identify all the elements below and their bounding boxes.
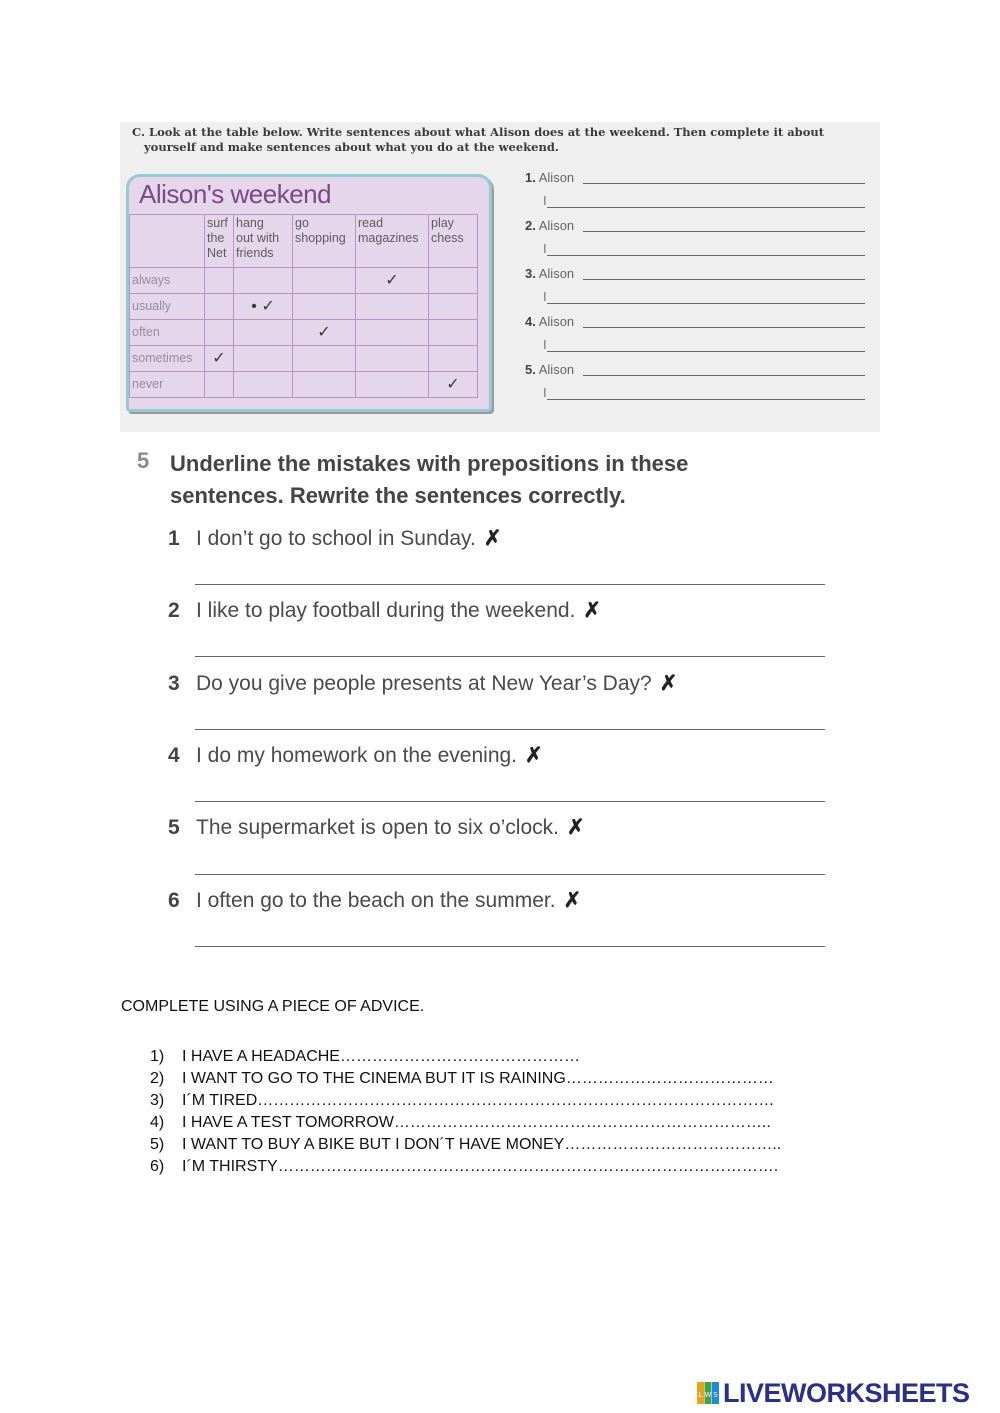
advice-number: 5)	[150, 1136, 165, 1153]
col-word: chess	[431, 231, 464, 245]
rewrite-line-6[interactable]	[195, 946, 825, 947]
section-5-number: 5	[137, 448, 150, 473]
liveworksheets-logo[interactable]	[697, 1378, 997, 1408]
sentence-number: 2	[168, 599, 180, 622]
answer-i-label: I	[543, 241, 547, 256]
grid-cell	[356, 320, 429, 346]
advice-number: 2)	[150, 1070, 165, 1087]
advice-number: 1)	[150, 1048, 165, 1065]
section-c-instructions	[132, 125, 832, 155]
answer-name: Alison	[538, 362, 575, 377]
column-header-read-magazines	[356, 215, 429, 268]
sentence-text: I don’t go to school in Sunday.	[196, 527, 476, 550]
grid-corner-cell	[130, 215, 205, 268]
section-c-textbook-excerpt	[120, 122, 880, 432]
grid-row-always	[130, 268, 478, 294]
section-c-instruction-line1: Look at the table below. Write sentences about what Alison does at the weekend. Then complete it about	[148, 125, 825, 139]
answer-i-label: I	[543, 289, 547, 304]
advice-item[interactable]	[150, 1090, 910, 1112]
row-label: sometimes	[130, 346, 205, 372]
answer-line-alison[interactable]	[583, 375, 865, 376]
col-word: read	[358, 216, 384, 230]
sentence-number: 4	[168, 744, 180, 767]
advice-number: 4)	[150, 1114, 165, 1131]
rewrite-line-2[interactable]	[195, 656, 825, 657]
sentence-text: I often go to the beach on the summer.	[196, 889, 556, 912]
answer-line-alison[interactable]	[583, 183, 865, 184]
grid-cell	[205, 372, 234, 398]
advice-text: I WANT TO GO TO THE CINEMA BUT IT IS RAINING…………………………………	[182, 1070, 774, 1087]
advice-item[interactable]	[150, 1112, 910, 1134]
sentence-number: 3	[168, 672, 180, 695]
col-word: friends	[236, 246, 274, 260]
sentence-text: I like to play football during the weekend.	[196, 599, 576, 622]
sentence-number: 6	[168, 889, 180, 912]
table-title: Alison's weekend	[139, 179, 332, 209]
answer-line-i[interactable]	[547, 303, 865, 304]
cross-mark-icon: ✗	[659, 672, 678, 695]
answer-name: Alison	[538, 314, 575, 329]
answer-number: 5.	[525, 362, 536, 377]
grid-cell	[356, 372, 429, 398]
grid-cell	[293, 294, 356, 320]
sentence-item-6	[168, 888, 581, 913]
grid-cell	[356, 346, 429, 372]
check-mark: • ✓	[234, 294, 293, 320]
liveworksheets-mark-icon	[697, 1382, 719, 1404]
column-header-surf-the-net	[205, 215, 234, 268]
grid-cell	[293, 346, 356, 372]
sentence-item-4	[168, 743, 543, 768]
advice-text: I´M THIRSTY………………………………………………………………………………….	[182, 1158, 779, 1175]
grid-cell	[234, 268, 293, 294]
answer-line-alison[interactable]	[583, 327, 865, 328]
advice-text: I´M TIRED…………………………………………………………………………………….	[182, 1092, 774, 1109]
sentence-text: The supermarket is open to six o’clock.	[196, 816, 559, 839]
sentence-number: 5	[168, 816, 180, 839]
answer-line-i[interactable]	[547, 351, 865, 352]
col-word: play	[431, 216, 454, 230]
col-word: out with	[236, 231, 280, 245]
answer-i-label: I	[543, 193, 547, 208]
grid-row-usually	[130, 294, 478, 320]
answer-number: 1.	[525, 170, 536, 185]
svg-text:W: W	[704, 1391, 712, 1399]
alison-weekend-table	[126, 174, 492, 412]
answer-item	[525, 170, 865, 208]
advice-text: I HAVE A TEST TOMORROW……………………………………………………………..	[182, 1114, 771, 1131]
advice-item[interactable]	[150, 1156, 910, 1178]
answer-item	[525, 218, 865, 256]
grid-cell	[205, 294, 234, 320]
advice-text: I WANT TO BUY A BIKE BUT I DON´T HAVE MONEY…………………………………..	[182, 1136, 782, 1153]
grid-cell	[205, 268, 234, 294]
answer-line-alison[interactable]	[583, 279, 865, 280]
column-header-play-chess	[429, 215, 478, 268]
grid-cell	[234, 346, 293, 372]
grid-cell	[429, 294, 478, 320]
rewrite-line-3[interactable]	[195, 729, 825, 730]
column-header-go-shopping	[293, 215, 356, 268]
cross-mark-icon: ✗	[563, 889, 582, 912]
grid-cell	[429, 268, 478, 294]
answer-name: Alison	[538, 266, 575, 281]
answer-line-i[interactable]	[547, 399, 865, 400]
advice-list	[150, 1046, 910, 1178]
grid-cell	[293, 268, 356, 294]
rewrite-line-4[interactable]	[195, 801, 825, 802]
answer-name: Alison	[538, 218, 575, 233]
grid-cell	[205, 320, 234, 346]
answer-number: 2.	[525, 218, 536, 233]
answer-line-alison[interactable]	[583, 231, 865, 232]
grid-cell	[234, 372, 293, 398]
advice-item[interactable]	[150, 1068, 910, 1090]
grid-row-sometimes	[130, 346, 478, 372]
sentence-item-1	[168, 526, 501, 551]
answer-item	[525, 266, 865, 304]
section-c-instruction-line2: yourself and make sentences about what you do at the weekend.	[144, 140, 559, 154]
advice-heading: COMPLETE USING A PIECE OF ADVICE.	[121, 998, 425, 1015]
cross-mark-icon: ✗	[525, 744, 543, 767]
check-mark: ✓	[356, 268, 429, 294]
advice-item[interactable]	[150, 1134, 910, 1156]
grid-row-never	[130, 372, 478, 398]
check-mark: ✓	[205, 346, 234, 372]
answer-item	[525, 314, 865, 352]
sentence-item-2	[168, 598, 601, 623]
grid-row-often	[130, 320, 478, 346]
answer-line-i[interactable]	[547, 255, 865, 256]
svg-text:L: L	[698, 1391, 703, 1399]
column-header-hang-out-with-friends	[234, 215, 293, 268]
sentence-number: 1	[168, 527, 180, 550]
row-label: often	[130, 320, 205, 346]
grid-cell	[293, 372, 356, 398]
rewrite-line-1[interactable]	[195, 584, 825, 585]
sentence-text: Do you give people presents at New Year’s Day?	[196, 672, 652, 695]
section-5-title: Underline the mistakes with prepositions in these sentences. Rewrite the sentences correctly.	[170, 451, 689, 508]
answer-i-label: I	[543, 385, 547, 400]
grid-cell	[234, 320, 293, 346]
col-word: shopping	[295, 231, 346, 245]
answer-line-i[interactable]	[547, 207, 865, 208]
col-word: go	[295, 216, 309, 230]
col-word: magazines	[358, 231, 419, 245]
grid-cell	[356, 294, 429, 320]
section-c-number: C.	[132, 125, 145, 139]
rewrite-line-5[interactable]	[195, 874, 825, 875]
grid-header-row	[130, 215, 478, 268]
check-mark: ✓	[293, 320, 356, 346]
svg-text:S: S	[713, 1391, 718, 1399]
advice-number: 3)	[150, 1092, 165, 1109]
row-label: always	[130, 268, 205, 294]
col-word: Net	[207, 246, 227, 260]
advice-text: I HAVE A HEADACHE………………………………………	[182, 1048, 580, 1065]
grid-cell	[429, 346, 478, 372]
sentence-item-3	[168, 671, 677, 696]
advice-item[interactable]	[150, 1046, 910, 1068]
answer-i-label: I	[543, 337, 547, 352]
frequency-grid	[129, 214, 478, 398]
row-label: usually	[130, 294, 205, 320]
row-label: never	[130, 372, 205, 398]
grid-cell	[429, 320, 478, 346]
cross-mark-icon: ✗	[483, 527, 502, 550]
answer-name: Alison	[538, 170, 575, 185]
check-mark: ✓	[429, 372, 478, 398]
sentence-text: I do my homework on the evening.	[196, 744, 518, 767]
logo-text: LIVEWORKSHEETS	[723, 1378, 970, 1408]
answer-number: 4.	[525, 314, 536, 329]
col-word: the	[207, 231, 225, 245]
cross-mark-icon: ✗	[583, 599, 602, 622]
col-word: hang	[236, 216, 264, 230]
sentence-item-5	[168, 815, 585, 840]
advice-number: 6)	[150, 1158, 165, 1175]
cross-mark-icon: ✗	[567, 816, 585, 839]
answer-item	[525, 362, 865, 400]
answer-number: 3.	[525, 266, 536, 281]
col-word: surf	[207, 216, 228, 230]
